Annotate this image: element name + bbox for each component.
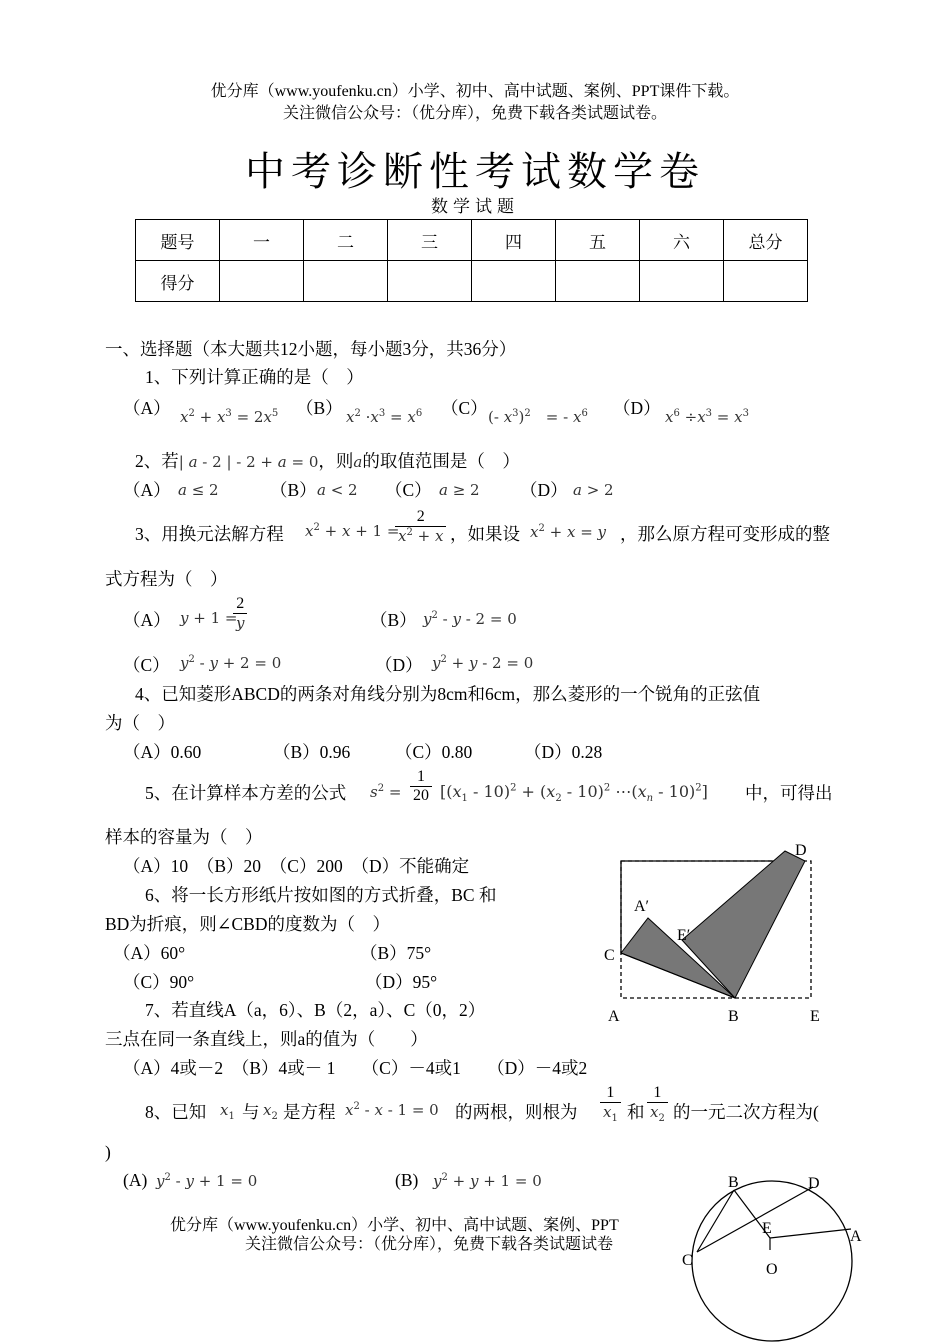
q2-stem	[135, 448, 520, 473]
fold-label-a-prime: A′	[634, 898, 650, 915]
q3-equation-lhs: $x^2 + x + 1$ =	[305, 522, 400, 540]
q4-option-a: （A）0.60	[123, 742, 202, 762]
q5-formula-fraction: $\frac{1}{20}$	[410, 768, 432, 805]
q5-stem-pre: 5、在计算样本方差的公式	[145, 783, 347, 803]
footer-line-1: 优分库（www.youfenku.cn）小学、初中、高中试题、案例、PPT	[170, 1217, 619, 1234]
fold-figure	[600, 835, 840, 1025]
segment-oa	[770, 1229, 851, 1238]
q5-stem-line2: 样本的容量为（ ）	[105, 827, 263, 847]
page-subtitle: 数学试题	[431, 197, 519, 216]
q6-stem-line2: BD为折痕，则∠CBD的度数为（ ）	[105, 914, 390, 934]
q2-option-a-math: a ≤ 2	[178, 481, 219, 499]
q1-option-c-math: (- $x^3)^2$ = - $x^6$	[488, 408, 588, 426]
q3-stem-pre: 3、用换元法解方程	[135, 524, 284, 544]
circle-label-c: C	[682, 1252, 693, 1269]
fold-label-d: D	[795, 842, 807, 859]
score-table-score-row	[136, 261, 808, 302]
page-title: 中考诊断性考试数学卷	[245, 149, 705, 194]
q7-stem-line1: 7、若直线A（a，6）、B（2，a）、C（0，2）	[145, 1000, 486, 1020]
score-cell	[220, 261, 304, 302]
circle-label-b: B	[728, 1174, 739, 1191]
fold-label-c: C	[604, 947, 615, 964]
q2-stem-pre: 2、若	[135, 451, 179, 471]
section-heading: 一、选择题（本大题共12小题，每小题3分，共36分）	[105, 339, 517, 359]
q8-stem-pre: 8、已知	[145, 1102, 207, 1122]
q2-option-a-label: （A）	[123, 480, 171, 500]
q5-formula-lhs: $s^2$ =	[370, 783, 402, 801]
q6-stem-line1: 6、将一长方形纸片按如图的方式折叠，BC 和	[145, 885, 497, 905]
score-cell	[472, 261, 556, 302]
q5-options: （A）10 （B）20 （C）200 （D）不能确定	[123, 856, 470, 876]
q3-substitution: $x^2 + x = y$	[530, 523, 607, 541]
score-row-label: 得分	[136, 261, 220, 302]
fold-label-b: B	[728, 1008, 739, 1025]
q8-option-a-math: $y^2 - y + 1 = 0$	[156, 1172, 258, 1190]
q5-formula-rhs: [$(x_1 - 10)^2 + (x_2 - 10)^2$ $\cdots(x_n - 10)^2$]	[440, 782, 708, 805]
circle-label-d: D	[808, 1175, 820, 1192]
score-table	[135, 219, 808, 302]
q8-option-b-label: (B)	[395, 1170, 419, 1190]
q3-option-a-fraction: $\frac{2}{y}$	[233, 595, 247, 632]
q4-option-b: （B）0.96	[273, 742, 351, 762]
q3-stem-line2: 式方程为（ ）	[105, 569, 228, 589]
circle-label-a: A	[850, 1228, 862, 1245]
q8-stem-and: 与	[242, 1102, 260, 1122]
q1-option-b-label: （B）	[296, 398, 343, 418]
q3-option-c-math: $y^2 - y + 2 = 0$	[180, 654, 282, 672]
q4-stem-line2: 为（ ）	[105, 713, 175, 733]
score-table-header: 四	[472, 220, 556, 261]
q3-option-d-label: （D）	[375, 655, 423, 675]
q1-option-b-math: $x^2 \cdot x^3 = x^6$	[346, 408, 423, 426]
q2-stem-post: 的取值范围是（ ）	[362, 451, 520, 471]
q3-option-b-label: （B）	[370, 610, 417, 630]
score-table-header: 总分	[724, 220, 808, 261]
score-table-header: 六	[640, 220, 724, 261]
score-cell	[640, 261, 724, 302]
score-cell	[556, 261, 640, 302]
score-table-header: 二	[304, 220, 388, 261]
q2-option-d-label: （D）	[520, 480, 568, 500]
q1-option-d-label: （D）	[613, 398, 661, 418]
score-table-header-row	[136, 220, 808, 261]
q1-option-c-label: （C）	[441, 398, 488, 418]
q4-option-d: （D）0.28	[524, 742, 603, 762]
q2-stem-mid: ，则	[318, 451, 354, 471]
fold-label-a: A	[608, 1008, 620, 1025]
q2-stem-math: | a - 2 | - 2 + a = 0	[178, 453, 319, 471]
q3-option-a-label: （A）	[123, 610, 171, 630]
q6-option-b: （B）75°	[360, 943, 432, 963]
fold-label-e-prime: E′	[677, 927, 691, 944]
q7-stem-line2: 三点在同一条直线上，则a的值为（ ）	[105, 1029, 428, 1049]
circle-label-e: E	[762, 1220, 772, 1237]
q3-option-b-math: $y^2 - y - 2 = 0$	[423, 610, 517, 628]
q1-option-d-math: $x^6 \div x^3 = x^3$	[665, 408, 749, 426]
q3-option-a-math: y + 1 =	[180, 609, 238, 627]
q8-x2: $x_2$	[263, 1101, 278, 1122]
q2-option-d-math: a > 2	[573, 481, 614, 499]
q8-stem-line2: )	[105, 1142, 111, 1162]
q1-option-a-math: $x^2 + x^3 = 2x^5$	[180, 408, 279, 426]
q1-option-a-label: （A）	[123, 398, 171, 418]
q1-stem: 1、下列计算正确的是（ ）	[145, 367, 364, 387]
q5-stem-post: 中，可得出	[745, 783, 833, 803]
q8-root1-fraction: $\frac{1}{x_1}$	[600, 1084, 621, 1124]
score-table-header: 三	[388, 220, 472, 261]
q8-stem-mid2: 的两根，则根为	[455, 1102, 578, 1122]
q2-option-b-math: a < 2	[317, 481, 358, 499]
q2-option-c-label: （C）	[385, 480, 432, 500]
q4-stem-line1: 4、已知菱形ABCD的两条对角线分别为8cm和6cm，那么菱形的一个锐角的正弦值	[135, 684, 761, 704]
q2-option-b-label: （B）	[270, 480, 317, 500]
score-table-header: 一	[220, 220, 304, 261]
q3-option-c-label: （C）	[123, 655, 170, 675]
q3-option-d-math: $y^2 + y - 2 = 0$	[432, 654, 534, 672]
score-table-header: 题号	[136, 220, 220, 261]
q7-options: （A）4或－2 （B）4或－ 1 （C）－4或1 （D）－4或2	[123, 1058, 588, 1078]
score-cell	[724, 261, 808, 302]
score-cell	[388, 261, 472, 302]
score-table-header: 五	[556, 220, 640, 261]
circle-figure	[680, 1170, 880, 1342]
fold-label-e: E	[810, 1008, 820, 1025]
q6-option-d: （D）95°	[365, 972, 438, 992]
q8-equation: $x^2 - x - 1 = 0$	[345, 1101, 439, 1119]
q8-root2-fraction: $\frac{1}{x_2}$	[647, 1084, 668, 1124]
q8-stem-post: 的一元二次方程为(	[673, 1102, 819, 1122]
score-cell	[304, 261, 388, 302]
header-line-2: 关注微信公众号：（优分库），免费下载各类试题试卷。	[282, 105, 667, 122]
q2-stem-var: a	[353, 453, 363, 471]
q6-option-a: （A）60°	[113, 943, 186, 963]
q8-option-a-label: (A)	[123, 1170, 148, 1190]
header-line-1: 优分库（www.youfenku.cn）小学、初中、高中试题、案例、PPT课件下载。	[210, 83, 740, 100]
chord-cd	[697, 1187, 813, 1252]
q8-x1: $x_1$	[220, 1101, 235, 1122]
q6-option-c: （C）90°	[123, 972, 195, 992]
q3-stem-mid: ，如果设	[450, 524, 520, 544]
q8-stem-he: 和	[627, 1102, 645, 1122]
footer-line-2: 关注微信公众号：（优分库），免费下载各类试题试卷	[245, 1236, 614, 1253]
q2-option-c-math: a ≥ 2	[439, 481, 480, 499]
q8-stem-mid: 是方程	[283, 1102, 336, 1122]
circle-label-o: O	[766, 1261, 778, 1278]
q3-stem-post: ，那么原方程可变形成的整	[620, 524, 830, 544]
q8-option-b-math: $y^2 + y + 1 = 0$	[433, 1172, 542, 1190]
q4-option-c: （C）0.80	[395, 742, 473, 762]
q3-equation-fraction: $\frac{2}{x^2 + x}$	[395, 508, 446, 545]
